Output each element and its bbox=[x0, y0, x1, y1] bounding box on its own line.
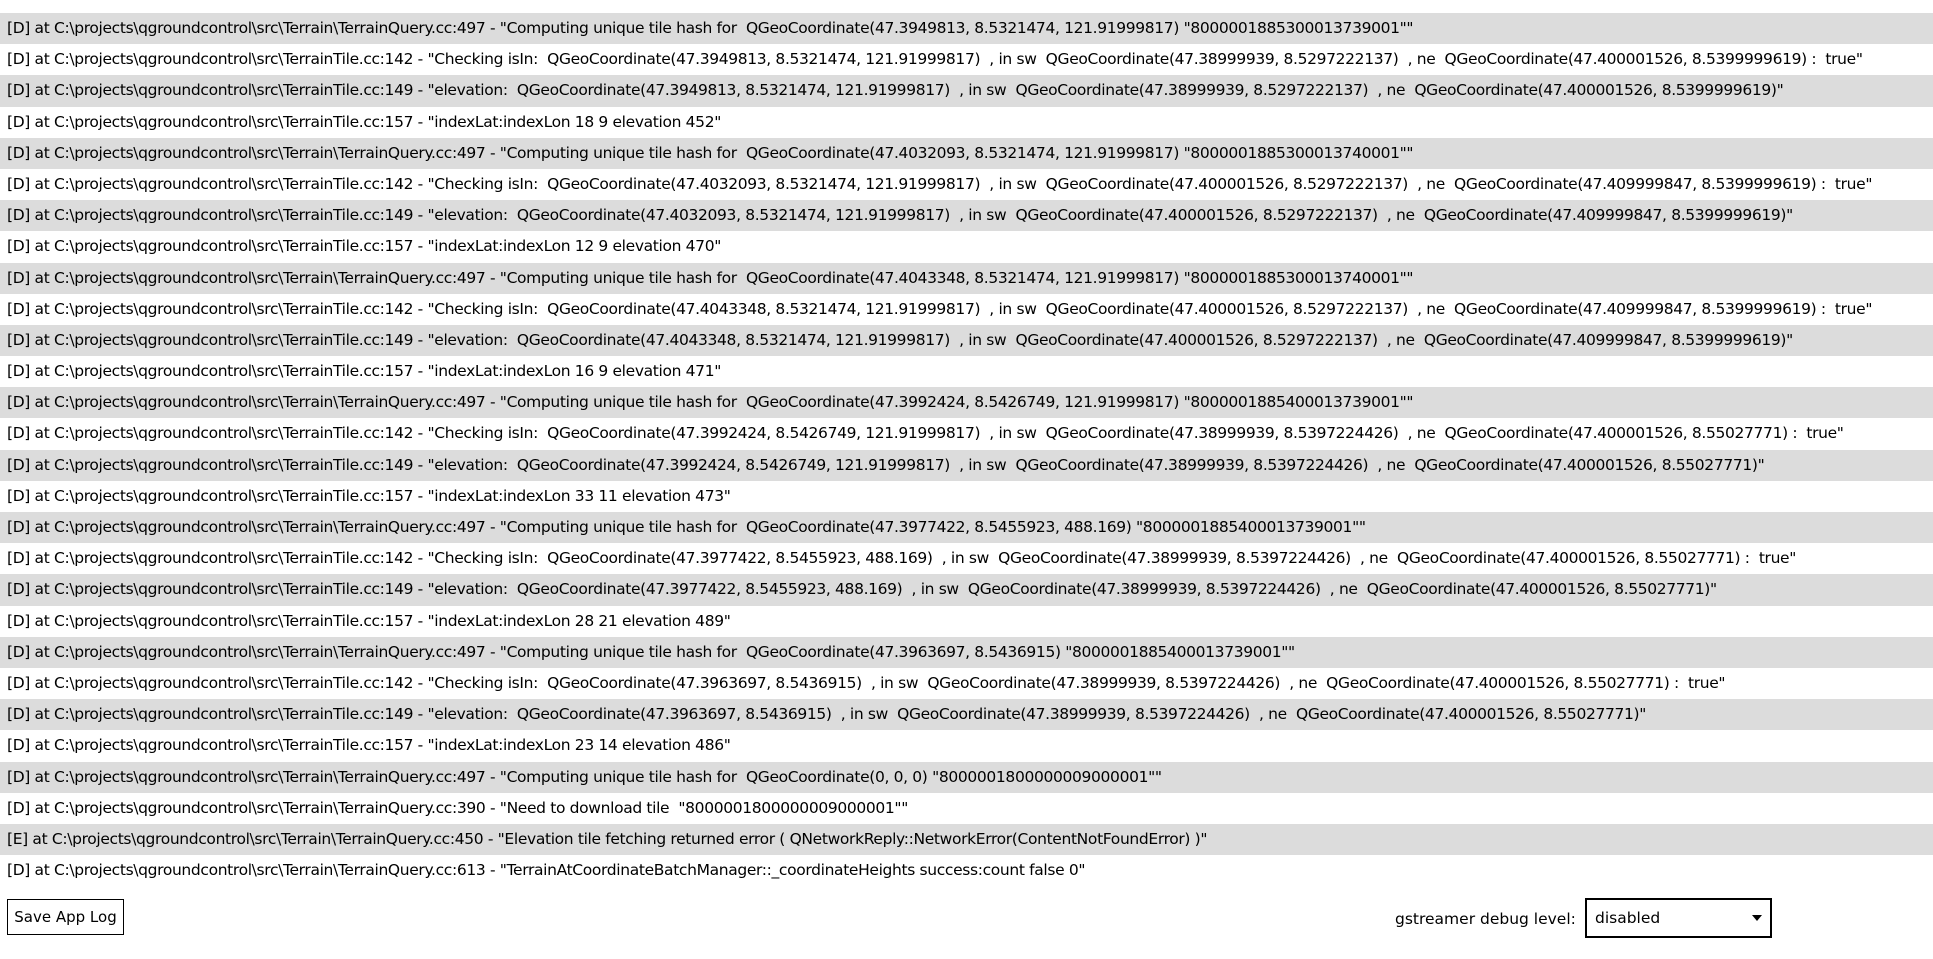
log-line: [D] at C:\projects\qgroundcontrol\src\Terrain\TerrainQuery.cc:497 - "Computing unique tile hash for QGeoCoordinate(47.3992424, 8.5426749, 121.91999817) "8000001885400013739001"" bbox=[0, 387, 1933, 418]
log-line: [D] at C:\projects\qgroundcontrol\src\Terrain\TerrainQuery.cc:497 - "Computing unique tile hash for QGeoCoordinate(47.3963697, 8.5436915) "8000001885400013739001"" bbox=[0, 637, 1933, 668]
gstreamer-debug-level-value: disabled bbox=[1595, 909, 1661, 927]
log-line: [D] at C:\projects\qgroundcontrol\src\Terrain\TerrainQuery.cc:390 - "Need to download tile "8000001800000009000001"" bbox=[7, 798, 908, 817]
log-line: [D] at C:\projects\qgroundcontrol\src\TerrainTile.cc:157 - "indexLat:indexLon 18 9 elevation 452" bbox=[7, 112, 721, 131]
chevron-down-icon bbox=[1752, 915, 1762, 921]
log-line: [D] at C:\projects\qgroundcontrol\src\Terrain\TerrainQuery.cc:613 - "TerrainAtCoordinateBatchManager::_coordinateHeights success:count false 0" bbox=[7, 861, 1086, 880]
log-line: [D] at C:\projects\qgroundcontrol\src\TerrainTile.cc:142 - "Checking isIn: QGeoCoordinate(47.3992424, 8.5426749, 121.91999817) , in sw QGeoCoordinate(47.38999939, 8.5397224426) , ne QGeoCoordinate(47.400001526, 8.55027771) : true" bbox=[7, 424, 1844, 443]
log-line: [D] at C:\projects\qgroundcontrol\src\Terrain\TerrainQuery.cc:497 - "Computing unique tile hash for QGeoCoordinate(47.3949813, 8.5321474, 121.91999817) "8000001885300013739001"" bbox=[0, 13, 1933, 44]
log-line: [D] at C:\projects\qgroundcontrol\src\TerrainTile.cc:142 - "Checking isIn: QGeoCoordinate(47.3977422, 8.5455923, 488.169) , in sw QGeoCoordinate(47.38999939, 8.5397224426) , ne QGeoCoordinate(47.400001526, 8.55027771) : true" bbox=[7, 549, 1797, 568]
log-line: [D] at C:\projects\qgroundcontrol\src\TerrainTile.cc:149 - "elevation: QGeoCoordinate(47.3949813, 8.5321474, 121.91999817) , in sw QGeoCoordinate(47.38999939, 8.5297222137) , ne QGeoCoordinate(47.400001526, 8.5399999619)" bbox=[0, 75, 1933, 106]
log-line: [D] at C:\projects\qgroundcontrol\src\TerrainTile.cc:142 - "Checking isIn: QGeoCoordinate(47.3963697, 8.5436915) , in sw QGeoCoordinate(47.38999939, 8.5397224426) , ne QGeoCoordinate(47.400001526, 8.55027771) : true" bbox=[7, 673, 1726, 692]
save-app-log-button[interactable]: Save App Log bbox=[7, 899, 124, 935]
gstreamer-debug-level-label: gstreamer debug level: bbox=[1395, 910, 1576, 928]
app-log-list[interactable] bbox=[0, 13, 1933, 886]
log-line: [D] at C:\projects\qgroundcontrol\src\TerrainTile.cc:149 - "elevation: QGeoCoordinate(47.3977422, 8.5455923, 488.169) , in sw QGeoCoordinate(47.38999939, 8.5397224426) , ne QGeoCoordinate(47.400001526, 8.55027771)" bbox=[0, 574, 1933, 605]
log-line: [D] at C:\projects\qgroundcontrol\src\Terrain\TerrainQuery.cc:497 - "Computing unique tile hash for QGeoCoordinate(47.4043348, 8.5321474, 121.91999817) "8000001885300013740001"" bbox=[0, 263, 1933, 294]
log-line: [D] at C:\projects\qgroundcontrol\src\TerrainTile.cc:149 - "elevation: QGeoCoordinate(47.3992424, 8.5426749, 121.91999817) , in sw QGeoCoordinate(47.38999939, 8.5397224426) , ne QGeoCoordinate(47.400001526, 8.55027771)" bbox=[0, 450, 1933, 481]
log-line: [D] at C:\projects\qgroundcontrol\src\TerrainTile.cc:149 - "elevation: QGeoCoordinate(47.4043348, 8.5321474, 121.91999817) , in sw QGeoCoordinate(47.400001526, 8.5297222137) , ne QGeoCoordinate(47.409999847, 8.5399999619)" bbox=[0, 325, 1933, 356]
log-line: [D] at C:\projects\qgroundcontrol\src\TerrainTile.cc:157 - "indexLat:indexLon 33 11 elevation 473" bbox=[7, 486, 731, 505]
log-line: [D] at C:\projects\qgroundcontrol\src\TerrainTile.cc:142 - "Checking isIn: QGeoCoordinate(47.3949813, 8.5321474, 121.91999817) , in sw QGeoCoordinate(47.38999939, 8.5297222137) , ne QGeoCoordinate(47.400001526, 8.5399999619) : true" bbox=[7, 50, 1863, 69]
log-line: [D] at C:\projects\qgroundcontrol\src\TerrainTile.cc:157 - "indexLat:indexLon 23 14 elevation 486" bbox=[7, 736, 731, 755]
log-line: [D] at C:\projects\qgroundcontrol\src\TerrainTile.cc:142 - "Checking isIn: QGeoCoordinate(47.4043348, 8.5321474, 121.91999817) , in sw QGeoCoordinate(47.400001526, 8.5297222137) , ne QGeoCoordinate(47.409999847, 8.5399999619) : true" bbox=[7, 299, 1873, 318]
log-line: [D] at C:\projects\qgroundcontrol\src\TerrainTile.cc:157 - "indexLat:indexLon 16 9 elevation 471" bbox=[7, 362, 721, 381]
log-line: [D] at C:\projects\qgroundcontrol\src\TerrainTile.cc:157 - "indexLat:indexLon 12 9 elevation 470" bbox=[7, 237, 721, 256]
log-line: [D] at C:\projects\qgroundcontrol\src\TerrainTile.cc:149 - "elevation: QGeoCoordinate(47.3963697, 8.5436915) , in sw QGeoCoordinate(47.38999939, 8.5397224426) , ne QGeoCoordinate(47.400001526, 8.55027771)" bbox=[0, 699, 1933, 730]
gstreamer-debug-level-select[interactable] bbox=[1585, 898, 1772, 938]
log-line: [D] at C:\projects\qgroundcontrol\src\Terrain\TerrainQuery.cc:497 - "Computing unique tile hash for QGeoCoordinate(47.3977422, 8.5455923, 488.169) "8000001885400013739001"" bbox=[0, 512, 1933, 543]
log-line: [D] at C:\projects\qgroundcontrol\src\TerrainTile.cc:142 - "Checking isIn: QGeoCoordinate(47.4032093, 8.5321474, 121.91999817) , in sw QGeoCoordinate(47.400001526, 8.5297222137) , ne QGeoCoordinate(47.409999847, 8.5399999619) : true" bbox=[7, 174, 1873, 193]
log-line: [D] at C:\projects\qgroundcontrol\src\Terrain\TerrainQuery.cc:497 - "Computing unique tile hash for QGeoCoordinate(47.4032093, 8.5321474, 121.91999817) "8000001885300013740001"" bbox=[0, 138, 1933, 169]
log-line-error: [E] at C:\projects\qgroundcontrol\src\Terrain\TerrainQuery.cc:450 - "Elevation tile fetching returned error ( QNetworkReply::NetworkError(ContentNotFoundError) )" bbox=[0, 824, 1933, 855]
log-line: [D] at C:\projects\qgroundcontrol\src\Terrain\TerrainQuery.cc:497 - "Computing unique tile hash for QGeoCoordinate(0, 0, 0) "8000001800000009000001"" bbox=[0, 762, 1933, 793]
log-line: [D] at C:\projects\qgroundcontrol\src\TerrainTile.cc:157 - "indexLat:indexLon 28 21 elevation 489" bbox=[7, 611, 731, 630]
log-line: [D] at C:\projects\qgroundcontrol\src\TerrainTile.cc:149 - "elevation: QGeoCoordinate(47.4032093, 8.5321474, 121.91999817) , in sw QGeoCoordinate(47.400001526, 8.5297222137) , ne QGeoCoordinate(47.409999847, 8.5399999619)" bbox=[0, 200, 1933, 231]
